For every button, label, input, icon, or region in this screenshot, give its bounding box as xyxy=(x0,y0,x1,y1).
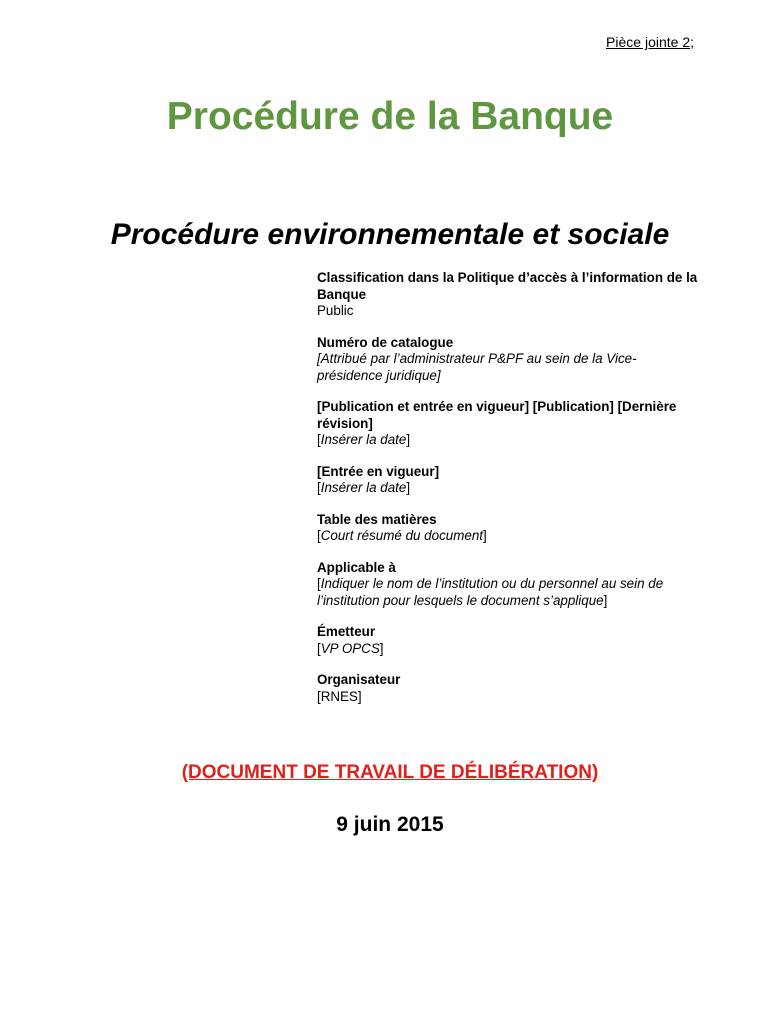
field-issuer xyxy=(317,624,702,657)
field-value: Public xyxy=(317,303,354,318)
field-value xyxy=(317,528,702,545)
field-value: [RNES] xyxy=(317,688,362,704)
field-applicable xyxy=(317,560,702,610)
field-value xyxy=(317,641,702,658)
bracket-close: ] xyxy=(483,528,487,543)
field-entry xyxy=(317,464,702,497)
field-label: [Publication et entrée en vigueur] [Publication] [Dernière révision] xyxy=(317,399,677,431)
document-subtitle: Procédure environnementale et sociale xyxy=(110,218,670,251)
field-value xyxy=(317,480,702,497)
field-value-text: Indiquer le nom de l’institution ou du personnel au sein de l’institution pour lesquels le document s’applique xyxy=(317,576,664,608)
field-publication xyxy=(317,399,702,449)
field-value xyxy=(317,432,702,449)
field-label: Numéro de catalogue xyxy=(317,334,454,350)
metadata-block xyxy=(317,270,702,720)
field-label: Organisateur xyxy=(317,672,401,687)
field-value-text: Insérer la date xyxy=(320,480,407,495)
field-label: Table des matières xyxy=(317,511,437,527)
field-label: Classification dans la Politique d’accès à l’information de la Banque xyxy=(317,270,698,302)
field-value-text: VP OPCS xyxy=(320,640,380,656)
field-value xyxy=(317,576,702,609)
bracket-close: ] xyxy=(379,640,384,656)
bracket-open: [ xyxy=(317,640,321,656)
bracket-open: [ xyxy=(317,432,321,447)
bracket-close: ] xyxy=(603,592,608,608)
field-label: Émetteur xyxy=(317,624,376,639)
bracket-close: ] xyxy=(406,480,411,495)
field-classification xyxy=(317,270,702,320)
field-label: Applicable à xyxy=(317,559,396,575)
field-organizer xyxy=(317,672,702,705)
bracket-close: ] xyxy=(406,432,411,447)
field-value: [Attribué par l’administrateur P&PF au sein de la Vice-présidence juridique] xyxy=(317,351,637,383)
page-title: Procédure de la Banque xyxy=(166,95,614,138)
draft-notice: (DOCUMENT DE TRAVAIL DE DÉLIBÉRATION) xyxy=(181,762,599,783)
field-label: [Entrée en vigueur] xyxy=(317,463,440,479)
bracket-open: [ xyxy=(317,480,321,495)
field-catalogue xyxy=(317,335,702,385)
bracket-open: [ xyxy=(317,528,321,543)
field-value-text: Court résumé du document xyxy=(320,528,483,543)
bracket-open: [ xyxy=(317,576,321,591)
field-contents xyxy=(317,512,702,545)
attachment-reference: Pièce jointe 2; xyxy=(606,34,694,50)
document-date: 9 juin 2015 xyxy=(336,813,444,836)
field-value-text: Insérer la date xyxy=(320,432,407,447)
